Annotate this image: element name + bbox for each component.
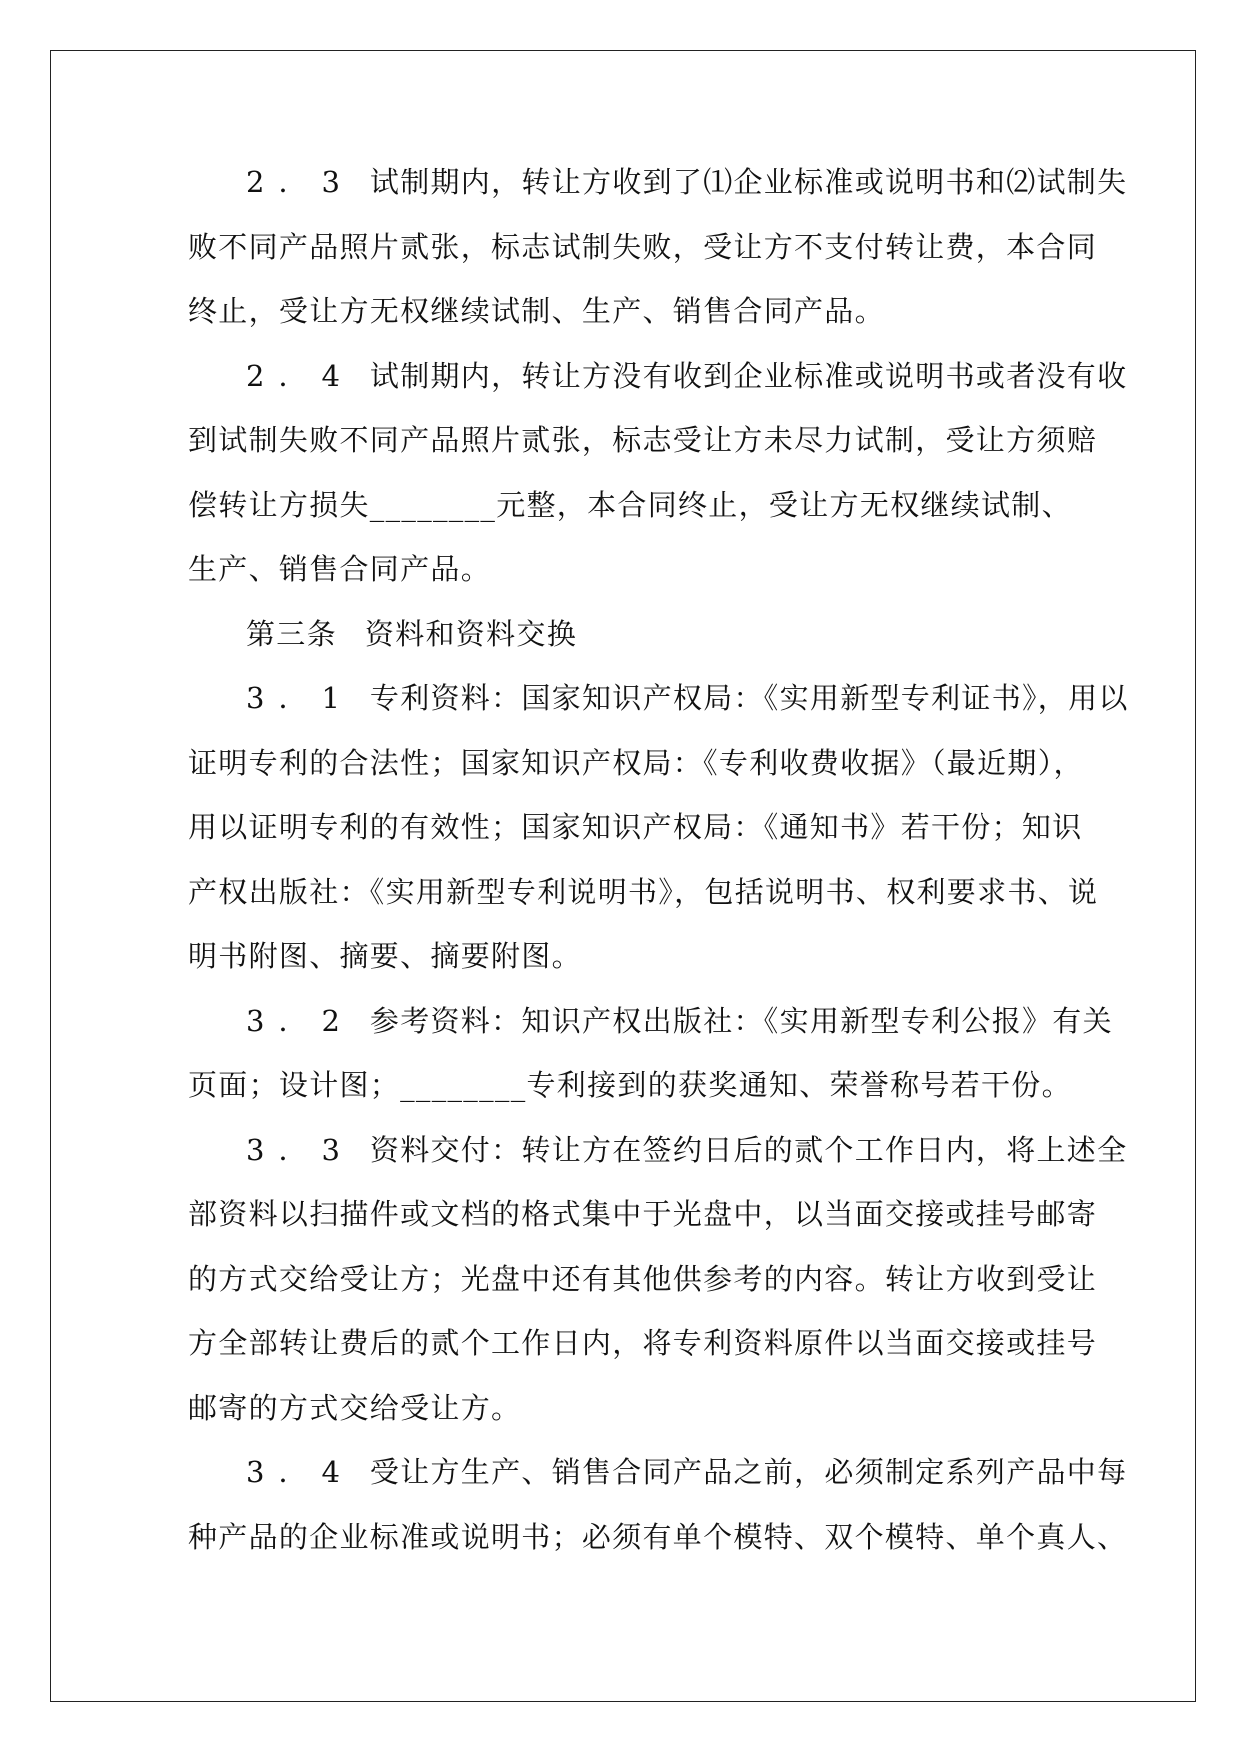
clause-3-3-line: 方全部转让费后的贰个工作日内，将专利资料原件以当面交接或挂号 bbox=[188, 1326, 1098, 1360]
clause-3-1-line: 用以证明专利的有效性；国家知识产权局：《通知书》若干份；知识 bbox=[188, 810, 1083, 844]
document-body bbox=[188, 157, 1129, 1576]
clause-3-4-first-line bbox=[188, 1447, 1128, 1512]
clause-text: 参考资料：知识产权出版社：《实用新型专利公报》有关 bbox=[369, 1003, 1113, 1038]
clause-2-4-line: 偿转让方损失________元整，本合同终止，受让方无权继续试制、 bbox=[188, 487, 1072, 522]
clause-text: 资料交付：转让方在签约日后的贰个工作日内，将上述全 bbox=[369, 1132, 1128, 1167]
clause-3-3-line: 邮寄的方式交给受让方。 bbox=[188, 1390, 522, 1425]
clause-3-3-line: 部资料以扫描件或文档的格式集中于光盘中，以当面交接或挂号邮寄 bbox=[188, 1197, 1098, 1231]
article-3-heading bbox=[188, 609, 1058, 674]
clause-2-3-line: 败不同产品照片贰张，标志试制失败，受让方不支付转让费，本合同 bbox=[188, 229, 1098, 264]
clause-3-2-first-line bbox=[188, 996, 1113, 1061]
clause-3-1-line: 产权出版社：《实用新型专利说明书》，包括说明书、权利要求书、说 bbox=[188, 874, 1099, 909]
clause-3-1-line: 明书附图、摘要、摘要附图。 bbox=[188, 939, 582, 973]
clause-number: 2．3 bbox=[246, 165, 354, 199]
clause-number: 2．4 bbox=[246, 358, 354, 393]
clause-3-1-first-line bbox=[188, 673, 1129, 738]
clause-3-3-line: 的方式交给受让方；光盘中还有其他供参考的内容。转让方收到受让 bbox=[188, 1261, 1098, 1296]
clause-2-4-line: 到试制失败不同产品照片贰张，标志受让方未尽力试制，受让方须赔 bbox=[188, 423, 1098, 457]
clause-text: 专利资料：国家知识产权局：《实用新型专利证书》，用以 bbox=[369, 681, 1129, 715]
clause-2-4-line: 生产、销售合同产品。 bbox=[188, 552, 492, 586]
clause-3-3-first-line bbox=[188, 1125, 1128, 1190]
clause-3-4-line: 种产品的企业标准或说明书；必须有单个模特、双个模特、单个真人、 bbox=[188, 1519, 1128, 1554]
clause-number: 3．2 bbox=[246, 1003, 354, 1038]
clause-2-3-first-line bbox=[188, 157, 1128, 222]
clause-3-2-line: 页面；设计图；________专利接到的获奖通知、荣誉称号若干份。 bbox=[188, 1068, 1072, 1102]
article-title: 资料和资料交换 bbox=[364, 616, 578, 651]
clause-text: 试制期内，转让方收到了⑴企业标准或说明书和⑵试制失 bbox=[369, 165, 1128, 199]
clause-2-4-first-line bbox=[188, 351, 1128, 416]
clause-text: 受让方生产、销售合同产品之前，必须制定系列产品中每 bbox=[369, 1455, 1128, 1489]
article-label: 第三条 bbox=[246, 616, 337, 651]
clause-number: 3．3 bbox=[246, 1132, 354, 1167]
clause-number: 3．4 bbox=[246, 1455, 354, 1489]
clause-2-3-line: 终止，受让方无权继续试制、生产、销售合同产品。 bbox=[188, 294, 885, 328]
clause-number: 3．1 bbox=[246, 681, 354, 715]
clause-3-1-line: 证明专利的合法性；国家知识产权局：《专利收费收据》（最近期）， bbox=[188, 745, 1084, 780]
clause-text: 试制期内，转让方没有收到企业标准或说明书或者没有收 bbox=[369, 358, 1128, 393]
